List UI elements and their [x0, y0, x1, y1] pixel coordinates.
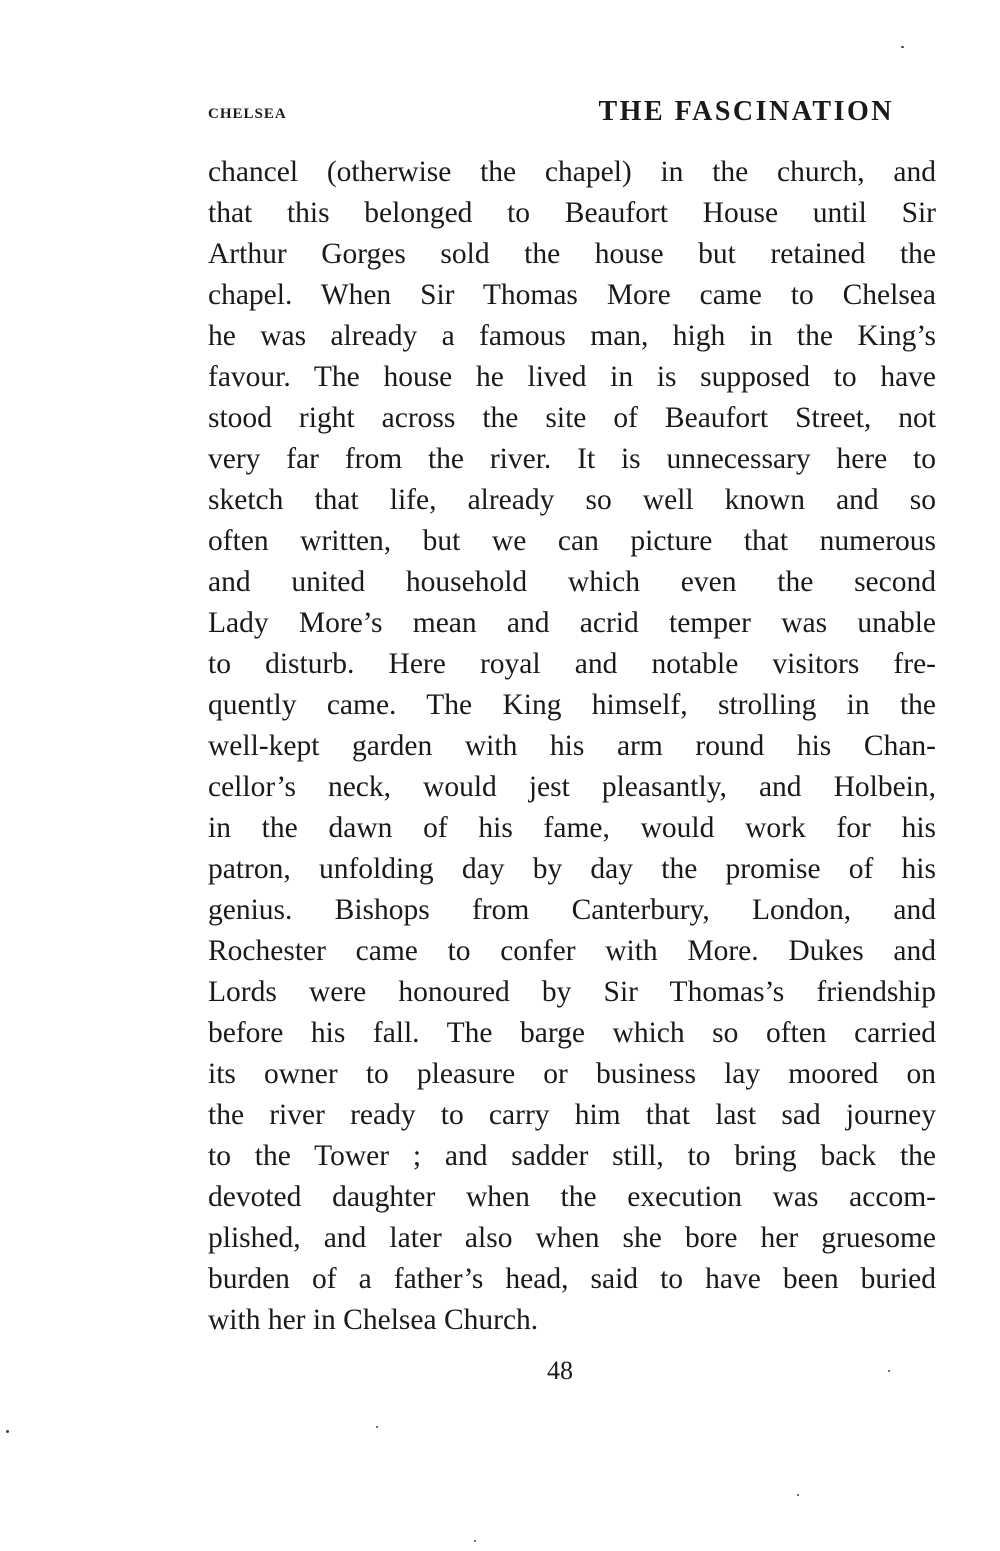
text-line: stood right across the site of Beaufort Street, not	[208, 402, 936, 434]
scan-speck	[376, 1426, 378, 1428]
text-line: chapel. When Sir Thomas More came to Chelsea	[208, 279, 936, 311]
text-line: cellor’s neck, would jest pleasantly, and Holbein,	[208, 771, 936, 803]
text-line: in the dawn of his fame, would work for his	[208, 812, 936, 844]
text-line: he was already a famous man, high in the King’s	[208, 320, 936, 352]
running-head	[208, 96, 894, 136]
text-line: and united household which even the second	[208, 566, 936, 598]
text-line: to disturb. Here royal and notable visitors fre-	[208, 648, 936, 680]
text-line: genius. Bishops from Canterbury, London, and	[208, 894, 936, 926]
page-number: 48	[547, 1356, 573, 1385]
body-paragraph	[208, 152, 936, 1341]
text-line: Rochester came to confer with More. Dukes and	[208, 935, 936, 967]
text-line: Lady More’s mean and acrid temper was unable	[208, 607, 936, 639]
text-line: often written, but we can picture that numerous	[208, 525, 936, 557]
text-line: well-kept garden with his arm round his Chan-	[208, 730, 936, 762]
text-line: plished, and later also when she bore her gruesome	[208, 1222, 936, 1254]
text-line: favour. The house he lived in is supposed to have	[208, 361, 936, 393]
text-line: patron, unfolding day by day the promise of his	[208, 853, 936, 885]
scan-speck	[797, 1494, 799, 1496]
text-line: quently came. The King himself, strolling in the	[208, 689, 936, 721]
text-line: sketch that life, already so well known and so	[208, 484, 936, 516]
text-line: very far from the river. It is unnecessary here to	[208, 443, 936, 475]
running-title: THE FASCINATION	[598, 96, 894, 127]
scan-speck	[888, 1370, 890, 1372]
text-line: that this belonged to Beaufort House until Sir	[208, 197, 936, 229]
scan-speck	[474, 1540, 476, 1542]
text-line: its owner to pleasure or business lay moored on	[208, 1058, 936, 1090]
text-line: to the Tower ; and sadder still, to bring back the	[208, 1140, 936, 1172]
text-line: before his fall. The barge which so often carried	[208, 1017, 936, 1049]
text-line: devoted daughter when the execution was accom-	[208, 1181, 936, 1213]
text-line: the river ready to carry him that last sad journey	[208, 1099, 936, 1131]
side-heading: CHELSEA	[208, 106, 287, 122]
scan-speck	[901, 46, 904, 48]
text-line: burden of a father’s head, said to have been buried	[208, 1263, 936, 1295]
scan-speck	[6, 1430, 9, 1433]
text-line: chancel (otherwise the chapel) in the church, and	[208, 156, 936, 188]
text-line: with her in Chelsea Church.	[208, 1304, 539, 1336]
text-line: Arthur Gorges sold the house but retained the	[208, 238, 936, 270]
text-line: Lords were honoured by Sir Thomas’s friendship	[208, 976, 936, 1008]
